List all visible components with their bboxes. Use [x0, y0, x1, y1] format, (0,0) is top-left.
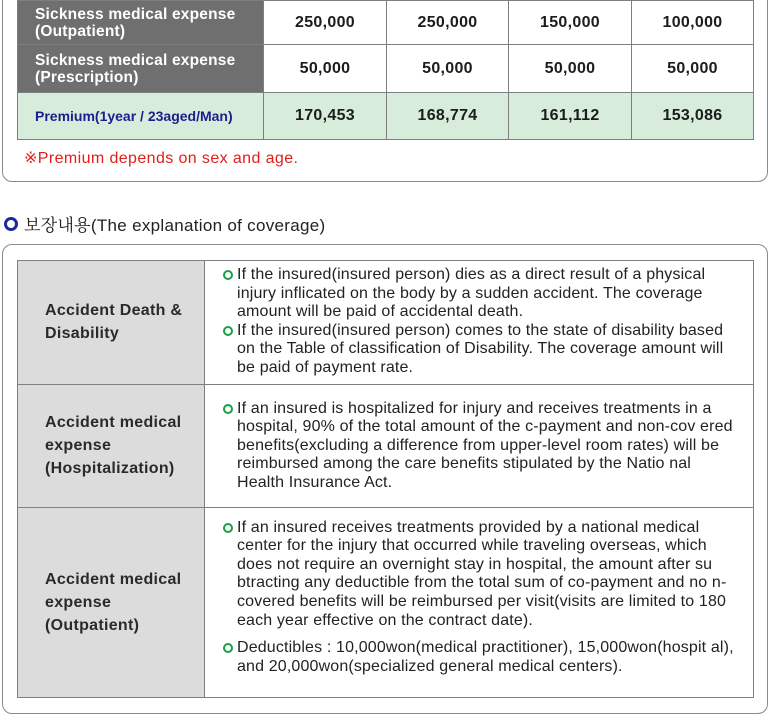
table-row — [18, 45, 754, 93]
coverage-bullet — [223, 322, 739, 378]
coverage-bullet-text: Deductibles : 10,000won(medical practitioner), 15,000won(hospit al), and 20,000won(specialized general medical centers). — [237, 639, 734, 675]
coverage-bullet-text: If an insured receives treatments provided by a national medical center for the injury that occurred while traveling overseas, which does not require an overnight stay in hospital, the amount after su btracting any deductible from the total sum of co-payment and no n-covered benefits will be reimbursed per visit(visits are limited to 180 each year effective on the contract date). — [237, 518, 727, 629]
premium-row-header: Premium(1year / 23aged/Man) — [18, 93, 264, 140]
section-heading — [4, 211, 325, 236]
coverage-bullet-text: If the insured(insured person) dies as a direct result of a physical injury inflicated on the body by a sudden accident. The coverage amount will be paid of accidental death. — [237, 266, 706, 321]
row-header-line: (Prescription) — [35, 68, 139, 86]
table-cell: 50,000 — [387, 45, 509, 93]
table-cell: 50,000 — [509, 45, 632, 93]
row-header-line: Sickness medical expense — [35, 51, 236, 69]
coverage-row-header — [18, 384, 205, 507]
coverage-bullet — [223, 400, 739, 493]
row-header — [18, 45, 264, 93]
coverage-table — [17, 260, 754, 698]
table-cell: 250,000 — [264, 1, 387, 45]
coverage-row-header — [18, 507, 205, 697]
circle-bullet-icon — [4, 217, 18, 231]
coverage-bullet-text: If the insured(insured person) comes to the state of disability based on the Table of classification of Disability. The coverage amount will be paid of payment rate. — [237, 321, 724, 376]
coverage-header-line: Accident medical — [45, 414, 182, 432]
row-header-line: Sickness medical expense — [35, 5, 236, 23]
table-cell: 50,000 — [632, 45, 754, 93]
premium-table — [17, 0, 754, 140]
premium-cell: 153,086 — [632, 93, 754, 140]
coverage-bullet-text: If an insured is hospitalized for injury and receives treatments in a hospital, 90% of the total amount of the c-payment and non-cov ered benefits(excluding a difference from upper-level room rates) will be reimbursed among the care benefits stipulated by the Natio nal Health Insurance Act. — [237, 399, 733, 491]
circle-bullet-icon — [223, 523, 233, 533]
table-cell: 150,000 — [509, 1, 632, 45]
circle-bullet-icon — [223, 326, 233, 336]
coverage-bullet — [223, 639, 739, 676]
coverage-header-line: expense — [45, 437, 112, 455]
coverage-row — [18, 261, 754, 385]
coverage-header-line: Accident Death & — [45, 302, 183, 320]
coverage-header-line: Accident medical — [45, 570, 182, 588]
table-cell: 100,000 — [632, 1, 754, 45]
circle-bullet-icon — [223, 643, 233, 653]
premium-cell: 170,453 — [264, 93, 387, 140]
circle-bullet-icon — [223, 270, 233, 280]
coverage-header-line: expense — [45, 593, 112, 611]
coverage-description — [205, 384, 754, 507]
coverage-header-line: (Outpatient) — [45, 616, 140, 634]
row-header-line: (Outpatient) — [35, 22, 126, 40]
table-cell: 250,000 — [387, 1, 509, 45]
section-heading-text: 보장내용(The explanation of coverage) — [24, 216, 326, 235]
coverage-description — [205, 261, 754, 385]
premium-cell: 161,112 — [509, 93, 632, 140]
premium-note: ※Premium depends on sex and age. — [24, 150, 299, 167]
table-row — [18, 1, 754, 45]
coverage-bullet — [223, 519, 739, 631]
coverage-header-line: (Hospitalization) — [45, 460, 175, 478]
premium-cell: 168,774 — [387, 93, 509, 140]
circle-bullet-icon — [223, 404, 233, 414]
coverage-row — [18, 384, 754, 507]
coverage-description — [205, 507, 754, 697]
coverage-row-header — [18, 261, 205, 385]
row-header — [18, 1, 264, 45]
premium-row — [18, 93, 754, 140]
coverage-bullet — [223, 266, 739, 322]
coverage-row — [18, 507, 754, 697]
coverage-header-line: Disability — [45, 325, 120, 343]
table-cell: 50,000 — [264, 45, 387, 93]
